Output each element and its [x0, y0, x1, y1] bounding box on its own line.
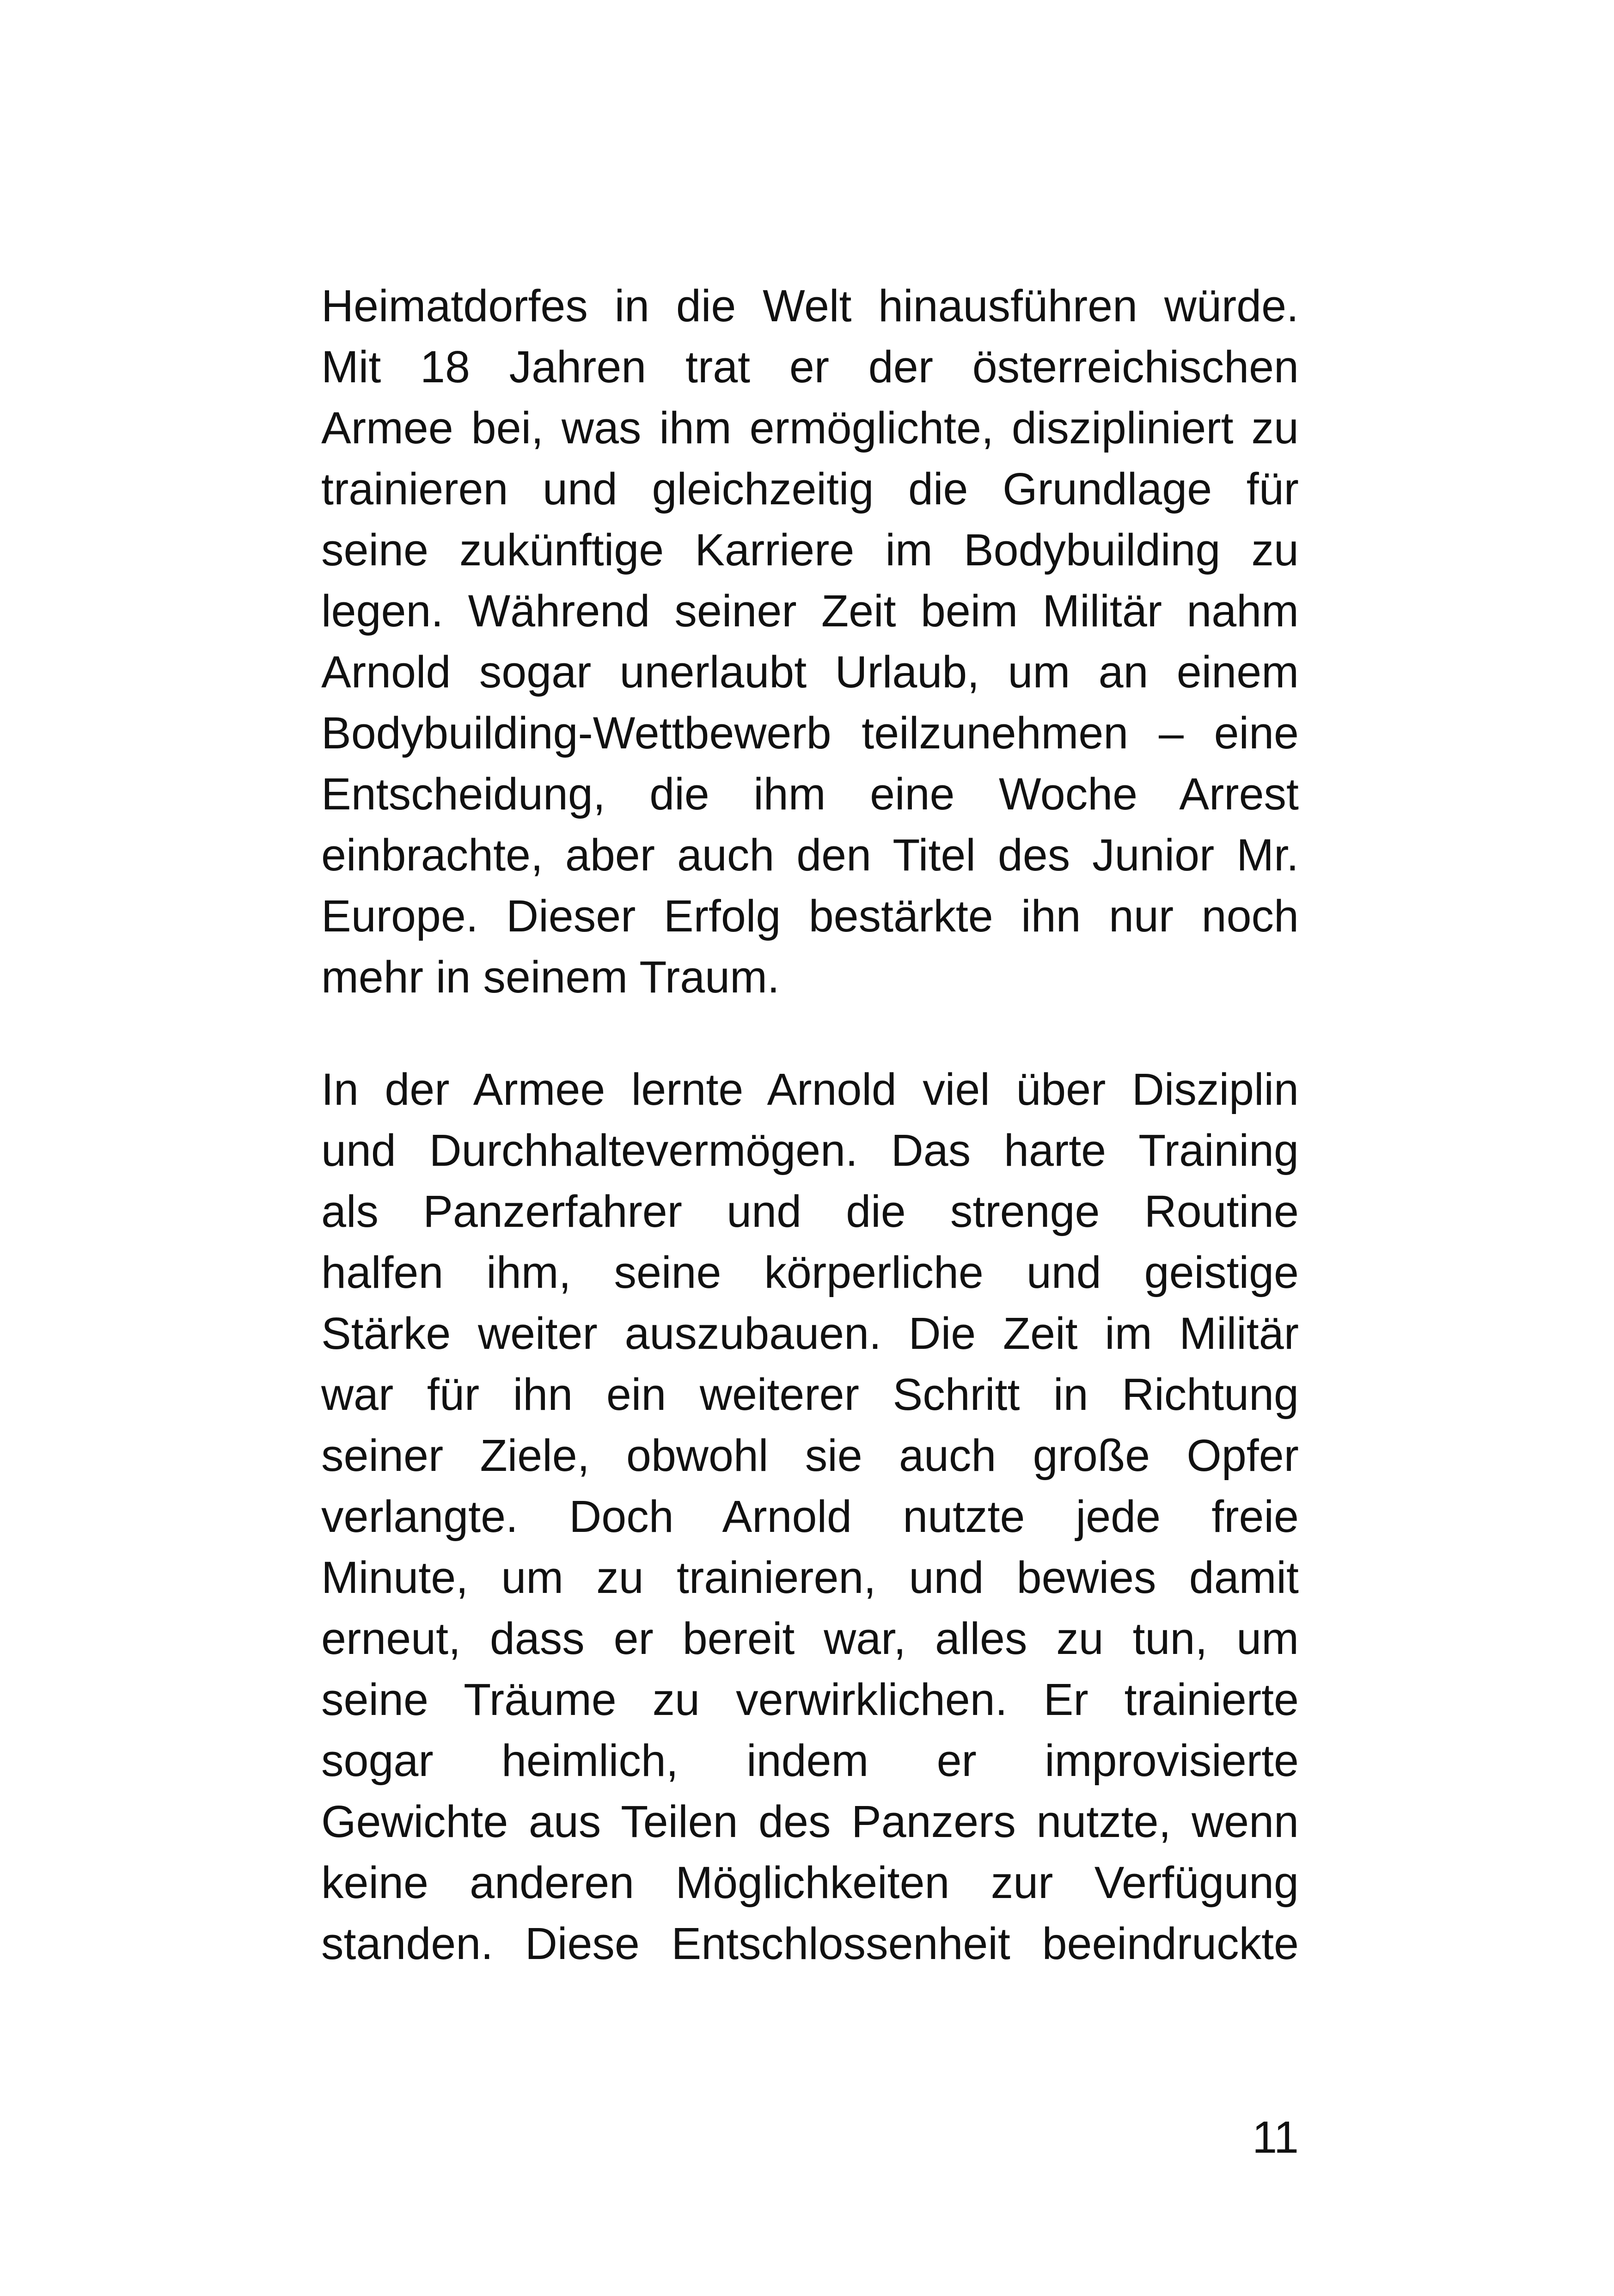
text-line: einbrachte, aber auch den Titel des Junior Mr. — [321, 830, 1299, 880]
text-line: seine Träume zu verwirklichen. Er trainierte — [321, 1674, 1299, 1725]
text-line: mehr in seinem Traum. — [321, 952, 780, 1002]
text-line: Entscheidung, die ihm eine Woche Arrest — [321, 769, 1299, 819]
text-line: Armee bei, was ihm ermöglichte, diszipliniert zu — [321, 403, 1299, 453]
text-line: seine zukünftige Karriere im Bodybuilding zu — [321, 525, 1299, 575]
text-line: Mit 18 Jahren trat er der österreichischen — [321, 342, 1299, 392]
text-line: halfen ihm, seine körperliche und geistige — [321, 1247, 1299, 1298]
text-line: Stärke weiter auszubauen. Die Zeit im Militär — [321, 1308, 1299, 1359]
text-line: seiner Ziele, obwohl sie auch große Opfer — [321, 1430, 1299, 1481]
text-line: Heimatdorfes in die Welt hinausführen würde. — [321, 281, 1299, 331]
text-line: Bodybuilding-Wettbewerb teilzunehmen – eine — [321, 708, 1299, 758]
text-line: sogar heimlich, indem er improvisierte — [321, 1735, 1299, 1786]
text-line: erneut, dass er bereit war, alles zu tun, um — [321, 1613, 1299, 1664]
text-line: Gewichte aus Teilen des Panzers nutzte, wenn — [321, 1796, 1299, 1847]
text-line: als Panzerfahrer und die strenge Routine — [321, 1186, 1299, 1237]
paragraph — [321, 276, 1299, 1008]
text-line: keine anderen Möglichkeiten zur Verfügung — [321, 1857, 1299, 1908]
text-line: Minute, um zu trainieren, und bewies damit — [321, 1552, 1299, 1603]
text-line: war für ihn ein weiterer Schritt in Richtung — [321, 1369, 1299, 1420]
text-line: Europe. Dieser Erfolg bestärkte ihn nur noch — [321, 891, 1299, 941]
text-line: standen. Diese Entschlossenheit beeindruckte — [321, 1918, 1299, 1969]
text-line: legen. Während seiner Zeit beim Militär nahm — [321, 586, 1299, 636]
text-line: In der Armee lernte Arnold viel über Disziplin — [321, 1064, 1299, 1114]
paragraph — [321, 1059, 1299, 1974]
text-line: und Durchhaltevermögen. Das harte Training — [321, 1125, 1299, 1176]
text-line: trainieren und gleichzeitig die Grundlage für — [321, 464, 1299, 514]
text-line: Arnold sogar unerlaubt Urlaub, um an einem — [321, 647, 1299, 697]
page-number: 11 — [1252, 2112, 1299, 2162]
text-line: verlangte. Doch Arnold nutzte jede freie — [321, 1491, 1299, 1542]
